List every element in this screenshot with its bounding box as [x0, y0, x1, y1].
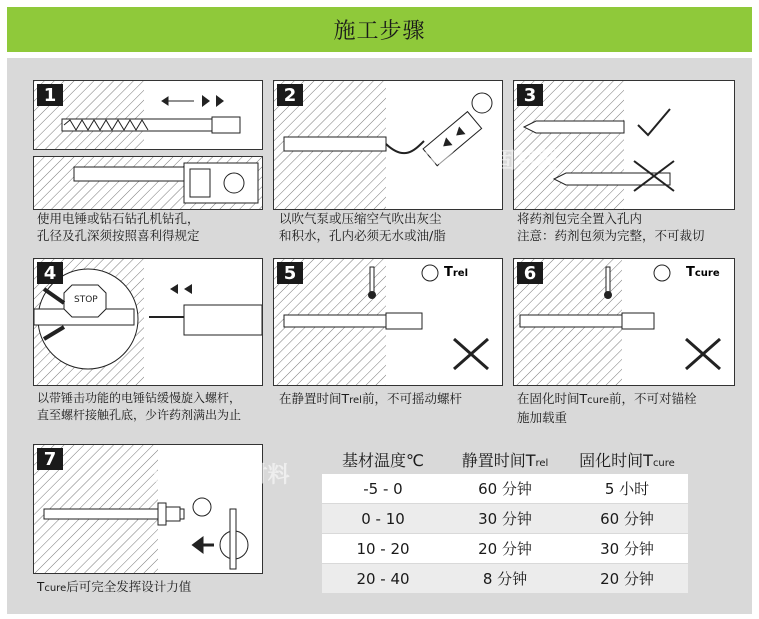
table-row	[322, 504, 688, 534]
header-rel-time: 静置时间Trel	[444, 445, 566, 474]
header-cure-time: 固化时间Tcure	[566, 445, 688, 474]
step-3-number: 3	[517, 84, 543, 106]
step-7-caption: Tcure后可完全发挥设计力值	[37, 579, 192, 594]
table-cell: 8 分钟	[444, 564, 566, 594]
watermark-bottom: SKO加固材料	[151, 463, 290, 488]
cure-time-table	[322, 445, 688, 593]
table-cell: 0 - 10	[322, 504, 444, 534]
stop-sign-label: STOP	[74, 295, 98, 305]
table-cell: 30 分钟	[566, 534, 688, 564]
page-title: 施工步骤	[333, 19, 426, 44]
table-cell: 5 小时	[566, 474, 688, 504]
watermark-top: SKO加固材料	[421, 149, 560, 174]
table-row	[322, 564, 688, 594]
step-5-illustration	[273, 258, 503, 386]
table-cell: 20 - 40	[322, 564, 444, 594]
cure-time-label: Tcure	[686, 265, 720, 280]
table-row	[322, 474, 688, 504]
step-6-caption: 在固化时间Tcure前，不可对锚栓 施加载重	[517, 391, 697, 425]
step-5-caption: 在静置时间Trel前，不可摇动螺杆	[279, 391, 462, 406]
step-3-caption: 将药剂包完全置入孔内 注意：药剂包须为完整，不可裁切	[517, 211, 705, 243]
step-5-number: 5	[277, 262, 303, 284]
step-2-number: 2	[277, 84, 303, 106]
table-cell: 60 分钟	[444, 474, 566, 504]
table-cell: 30 分钟	[444, 504, 566, 534]
table-header-row	[322, 445, 688, 474]
step-1b-illustration	[33, 156, 263, 210]
page-header	[7, 7, 752, 52]
step-6-number: 6	[517, 262, 543, 284]
step-1-caption: 使用电锤或钻石钻孔机钻孔， 孔径及孔深须按照喜利得规定	[37, 211, 200, 243]
header-temperature: 基材温度℃	[322, 445, 444, 474]
step-7-number: 7	[37, 448, 63, 470]
table-cell: 10 - 20	[322, 534, 444, 564]
table-cell: 20 分钟	[566, 564, 688, 594]
table-cell: -5 - 0	[322, 474, 444, 504]
table-cell: 60 分钟	[566, 504, 688, 534]
rel-time-label: Trel	[444, 265, 469, 280]
step-1-number: 1	[37, 84, 63, 106]
step-4-illustration	[33, 258, 263, 386]
step-1-illustration	[33, 80, 263, 150]
step-4-number: 4	[37, 262, 63, 284]
table-cell: 20 分钟	[444, 534, 566, 564]
table-row	[322, 534, 688, 564]
step-4-caption: 以带锤击功能的电锤钻缓慢旋入螺杆， 直至螺杆接触孔底，少许药剂满出为止	[37, 391, 242, 422]
step-2-caption: 以吹气泵或压缩空气吹出灰尘 和积水，孔内必须无水或油/脂	[279, 211, 446, 243]
step-6-illustration	[513, 258, 735, 386]
